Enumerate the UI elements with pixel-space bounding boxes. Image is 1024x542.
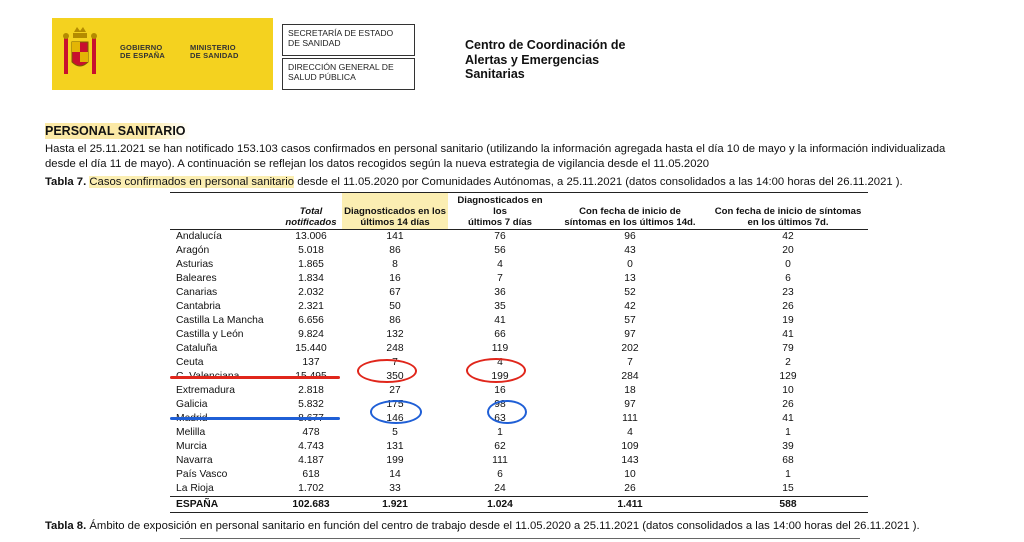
total-cell-d7: 1.024 xyxy=(448,497,552,513)
cell-s14: 202 xyxy=(621,343,639,354)
cell-s7: 41 xyxy=(782,413,794,424)
paragraph-line-1: Hasta el 25.11.2021 se han notificado 153.103 casos confirmados en personal sanitario (utilizando la información agregada hasta el día 10 de mayo y la información individualizada xyxy=(45,143,946,155)
cell-d7: 1 xyxy=(497,427,503,438)
cell-s7: 42 xyxy=(782,231,794,242)
cell-total: 1.702 xyxy=(298,483,324,494)
cell-d14: 8 xyxy=(392,259,398,270)
cell-s14: 0 xyxy=(627,259,633,270)
cell-s7: 129 xyxy=(779,371,797,382)
table7-grid xyxy=(170,193,868,513)
cell-total: 1.834 xyxy=(298,273,324,284)
cell-d14: 14 xyxy=(389,469,401,480)
table7 xyxy=(170,192,868,513)
section-title: PERSONAL SANITARIO xyxy=(45,123,190,139)
col-header-total: Total notificados xyxy=(285,206,337,228)
red-underline-annotation xyxy=(170,376,340,379)
cell-total: 13.006 xyxy=(295,231,327,242)
col-header-diag-14d: Diagnosticados en los últimos 14 días xyxy=(342,193,448,230)
cell-s7: 0 xyxy=(785,259,791,270)
cell-d7: 4 xyxy=(497,357,503,368)
cell-d7: 6 xyxy=(497,469,503,480)
cell-d14: 67 xyxy=(389,287,401,298)
cell-s14: 96 xyxy=(624,231,636,242)
cell-s7: 39 xyxy=(782,441,794,452)
total-cell-s7: 588 xyxy=(708,497,868,513)
cell-name: Galicia xyxy=(176,399,208,410)
cell-s14: 42 xyxy=(624,301,636,312)
table-row xyxy=(170,384,868,398)
col-header-region xyxy=(170,193,280,230)
paragraph-line-2: desde el día 11 de mayo). A continuación se reflejan los datos recogidos según la nueva estrategia de vigilancia desde el 11.05.2020 xyxy=(45,158,710,170)
cell-s14: 284 xyxy=(621,371,639,382)
cell-d7: 111 xyxy=(492,455,508,466)
cell-name: Extremadura xyxy=(176,385,235,396)
cell-name: Murcia xyxy=(176,441,207,452)
cell-s14: 143 xyxy=(621,455,639,466)
cell-s14: 26 xyxy=(624,483,636,494)
cell-d7: 119 xyxy=(491,343,509,354)
table-row xyxy=(170,328,868,342)
cell-d7: 24 xyxy=(494,483,506,494)
total-cell-s14: 1.411 xyxy=(552,497,708,513)
red-circle-annotation xyxy=(357,359,417,383)
table7-caption-highlight: Casos confirmados en personal sanitario xyxy=(89,176,295,188)
cell-total: 2.032 xyxy=(298,287,324,298)
table-row xyxy=(170,286,868,300)
table8-top-rule xyxy=(180,538,860,539)
cell-name: La Rioja xyxy=(176,483,214,494)
ministry-name: MINISTERIO DE SANIDAD xyxy=(190,43,239,60)
blue-circle-annotation xyxy=(487,400,527,424)
table7-caption xyxy=(45,176,903,188)
table-total-row xyxy=(170,497,868,513)
cell-s14: 52 xyxy=(624,287,636,298)
cell-d7: 4 xyxy=(497,259,503,270)
cell-d14: 131 xyxy=(386,441,404,452)
cell-total: 15.440 xyxy=(295,343,327,354)
cell-s7: 26 xyxy=(782,301,794,312)
coat-of-arms-icon xyxy=(60,24,100,84)
cell-s7: 68 xyxy=(782,455,794,466)
cell-d7: 7 xyxy=(497,273,503,284)
cell-name: Baleares xyxy=(176,273,217,284)
blue-circle-annotation xyxy=(370,400,422,424)
cell-d7: 35 xyxy=(494,301,506,312)
total-cell-total: 102.683 xyxy=(280,497,342,513)
cell-s14: 4 xyxy=(627,427,633,438)
cell-d14: 16 xyxy=(389,273,401,284)
cell-d14: 199 xyxy=(386,455,404,466)
cell-s7: 41 xyxy=(782,329,794,340)
cell-d14: 86 xyxy=(389,245,401,256)
cell-name: Canarias xyxy=(176,287,218,298)
table-row xyxy=(170,426,868,440)
cell-s7: 6 xyxy=(785,273,791,284)
cell-name: Cantabria xyxy=(176,301,221,312)
table-row xyxy=(170,314,868,328)
cell-total: 5.018 xyxy=(298,245,324,256)
cell-name: País Vasco xyxy=(176,469,228,480)
table-row xyxy=(170,342,868,356)
cell-total: 478 xyxy=(302,427,320,438)
table-row xyxy=(170,300,868,314)
table8-caption-rest: Ámbito de exposición en personal sanitario en función del centro de trabajo desde el 11.05.2020 a 25.11.2021 (datos consolidados a las 14:00 horas del 26.11.2021 ). xyxy=(86,520,920,532)
cell-total: 6.656 xyxy=(298,315,324,326)
cell-d14: 146 xyxy=(386,413,404,424)
cell-name: Andalucía xyxy=(176,231,222,242)
cell-d7: 16 xyxy=(494,385,506,396)
government-name: GOBIERNO DE ESPAÑA xyxy=(120,43,166,60)
cell-name: Melilla xyxy=(176,427,206,438)
cell-name: Castilla y León xyxy=(176,329,244,340)
cell-name: Cataluña xyxy=(176,343,218,354)
cell-name: Asturias xyxy=(176,259,214,270)
table7-caption-rest: desde el 11.05.2020 por Comunidades Autónomas, a 25.11.2021 (datos consolidados a las 14:00 horas del 26.11.2021 ). xyxy=(294,176,903,188)
cell-name: Navarra xyxy=(176,455,213,466)
center-title: Centro de Coordinación de Alertas y Emergencias Sanitarias xyxy=(465,38,626,81)
cell-s7: 23 xyxy=(782,287,794,298)
table-row xyxy=(170,272,868,286)
cell-s7: 15 xyxy=(782,483,794,494)
cell-d14: 50 xyxy=(389,301,401,312)
cell-s14: 13 xyxy=(624,273,636,284)
cell-s14: 7 xyxy=(627,357,633,368)
cell-total: 4.187 xyxy=(298,455,324,466)
cell-d7: 66 xyxy=(494,329,506,340)
table-row xyxy=(170,468,868,482)
cell-d7: 62 xyxy=(494,441,506,452)
cell-d14: 175 xyxy=(386,399,404,410)
cell-s14: 109 xyxy=(621,441,639,452)
cell-name: Castilla La Mancha xyxy=(176,315,264,326)
cell-d7: 199 xyxy=(491,371,509,382)
cell-s7: 1 xyxy=(785,469,791,480)
table-row xyxy=(170,440,868,454)
total-cell-d14: 1.921 xyxy=(342,497,448,513)
cell-d7: 36 xyxy=(494,287,506,298)
cell-s7: 10 xyxy=(782,385,794,396)
cell-d14: 5 xyxy=(392,427,398,438)
cell-s14: 10 xyxy=(624,469,636,480)
secretaria-box: SECRETARÍA DE ESTADO DE SANIDAD xyxy=(282,24,415,56)
col-header-symptoms-14d: Con fecha de inicio de síntomas en los últimos 14d. xyxy=(564,206,696,228)
cell-d14: 132 xyxy=(386,329,404,340)
cell-s14: 97 xyxy=(624,329,636,340)
cell-d7: 56 xyxy=(494,245,506,256)
col-header-diag-7d: Diagnosticados en los últimos 7 días xyxy=(457,195,543,228)
cell-d7: 76 xyxy=(494,231,506,242)
direccion-box: DIRECCIÓN GENERAL DE SALUD PÚBLICA xyxy=(282,58,415,90)
col-header-symptoms-7d: Con fecha de inicio de síntomas en los últimos 7d. xyxy=(714,206,862,228)
cell-total: 618 xyxy=(302,469,320,480)
cell-total: 9.824 xyxy=(298,329,324,340)
blue-underline-annotation xyxy=(170,417,340,420)
table-row xyxy=(170,258,868,272)
cell-s7: 1 xyxy=(785,427,791,438)
cell-total: 2.818 xyxy=(298,385,324,396)
cell-total: 4.743 xyxy=(298,441,324,452)
cell-s14: 111 xyxy=(622,413,638,424)
government-logo-banner xyxy=(52,18,273,90)
cell-d14: 248 xyxy=(386,343,404,354)
cell-s14: 57 xyxy=(624,315,636,326)
cell-d14: 350 xyxy=(386,371,404,382)
cell-s7: 2 xyxy=(785,357,791,368)
cell-s7: 19 xyxy=(782,315,794,326)
table8-caption-label: Tabla 8. xyxy=(45,520,87,532)
cell-d14: 27 xyxy=(389,385,401,396)
table-row xyxy=(170,482,868,497)
table-row xyxy=(170,454,868,468)
total-cell-name: ESPAÑA xyxy=(170,497,280,513)
cell-d14: 86 xyxy=(389,315,401,326)
table7-caption-label: Tabla 7. xyxy=(45,176,87,188)
cell-total: 1.865 xyxy=(298,259,324,270)
cell-d14: 7 xyxy=(392,357,398,368)
table-row xyxy=(170,244,868,258)
cell-d7: 98 xyxy=(494,399,506,410)
cell-s14: 97 xyxy=(624,399,636,410)
cell-total: 2.321 xyxy=(298,301,324,312)
cell-d7: 63 xyxy=(494,413,506,424)
cell-s14: 43 xyxy=(624,245,636,256)
cell-s7: 20 xyxy=(782,245,794,256)
table-header-row xyxy=(170,193,868,230)
cell-s7: 26 xyxy=(782,399,794,410)
cell-s14: 18 xyxy=(624,385,636,396)
cell-s7: 79 xyxy=(782,343,794,354)
cell-d14: 33 xyxy=(389,483,401,494)
table8-caption xyxy=(45,520,920,532)
red-circle-annotation xyxy=(466,358,526,383)
cell-d7: 41 xyxy=(494,315,506,326)
cell-name: Aragón xyxy=(176,245,210,256)
cell-total: 137 xyxy=(302,357,320,368)
cell-total: 5.832 xyxy=(298,399,324,410)
table-row xyxy=(170,230,868,245)
cell-name: Ceuta xyxy=(176,357,204,368)
cell-d14: 141 xyxy=(386,231,404,242)
